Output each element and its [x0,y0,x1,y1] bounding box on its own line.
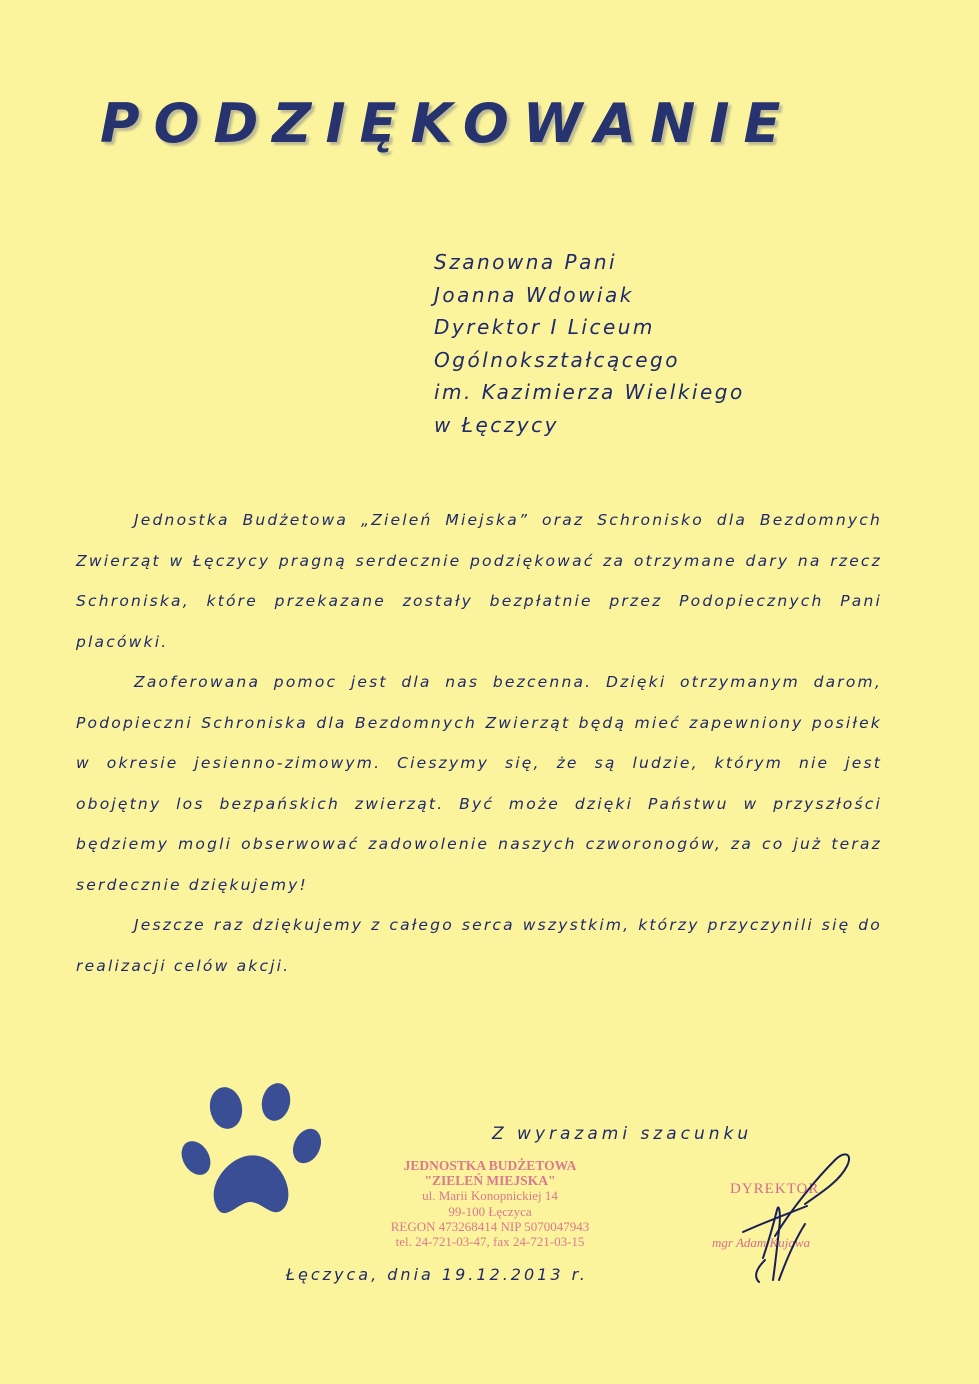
address-line: Joanna Wdowiak [434,282,634,307]
body-paragraph: Jednostka Budżetowa „Zieleń Miejska” oraz Schronisko dla Bezdomnych Zwierząt w Łęczycy pragną serdecznie podziękować za otrzymane dary na rzecz Schroniska, które przekazane zostały bezpłatnie przez Podopiecznych Pani placówki. [76,511,882,651]
address-line: Szanowna Pani [434,250,618,274]
paw-print-icon [178,1076,328,1226]
address-line: Dyrektor I Liceum [434,315,655,339]
letter-body [76,500,882,986]
stamp-line: ul. Marii Konopnickiej 14 [422,1188,558,1204]
director-stamp-name: mgr Adam Kujawa [712,1235,810,1250]
recipient-address [434,246,854,441]
body-paragraph: Jeszcze raz dziękujemy z całego serca wszystkim, którzy przyczynili się do realizacji celów akcji. [76,916,882,975]
stamp-line: 99-100 Łęczyca [448,1203,532,1219]
place-and-date: Łęczyca, dnia 19.12.2013 r. [286,1265,588,1284]
address-line: Ogólnokształcącego [434,347,680,372]
page-title: PODZIĘKOWANIE [100,92,795,155]
stamp-line: REGON 473268414 NIP 5070047943 [390,1218,590,1234]
director-stamp-title: DYREKTOR [730,1181,820,1197]
closing-phrase: Z wyrazami szacunku [492,1124,753,1144]
handwritten-signature [735,1140,875,1290]
address-line: w Łęczycy [434,412,559,437]
address-line: im. Kazimierza Wielkiego [434,380,745,404]
stamp-line: JEDNOSTKA BUDŻETOWA [403,1158,577,1173]
institution-stamp [330,1158,650,1249]
stamp-line: tel. 24-721-03-47, fax 24-721-03-15 [395,1234,585,1250]
stamp-line: "ZIELEŃ MIEJSKA" [424,1173,556,1189]
body-paragraph: Zaoferowana pomoc jest dla nas bezcenna. Dzięki otrzymanym darom, Podopieczni Schroniska dla Bezdomnych Zwierząt będą mieć zapewniony posiłek w okresie jesienno-zimowym. Cieszymy się, że są ludzie, którym nie jest obojętny los bezpańskich zwierząt. Być może dzięki Państwu w przyszłości będziemy mogli obserwować zadowolenie naszych czworonogów, za co już teraz serdecznie dziękujemy! [76,673,882,894]
